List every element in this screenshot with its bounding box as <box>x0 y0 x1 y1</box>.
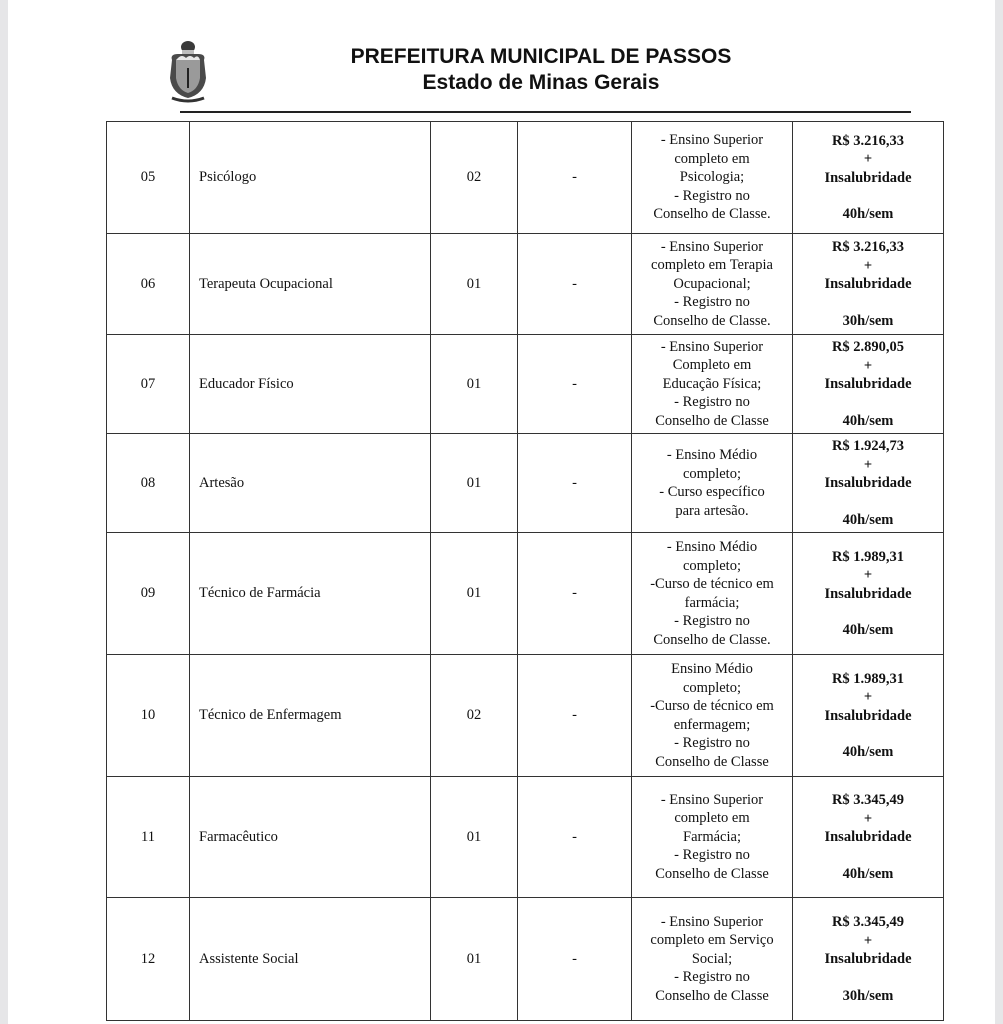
requirement-line: Conselho de Classe <box>655 865 769 882</box>
reserve-value: - <box>518 533 632 655</box>
bonus-label: Insalubridade <box>824 829 912 845</box>
position-name: Técnico de Farmácia <box>190 533 431 655</box>
requirements-cell <box>632 434 793 533</box>
plus-sign: + <box>863 689 873 705</box>
salary-amount: R$ 3.345,49 <box>831 792 905 808</box>
bonus-label: Insalubridade <box>824 276 912 292</box>
requirement-line: - Registro no <box>674 969 750 986</box>
position-name: Assistente Social <box>190 898 431 1021</box>
reserve-value: - <box>518 234 632 335</box>
table-row <box>107 434 944 533</box>
position-name: Farmacêutico <box>190 777 431 898</box>
plus-sign: + <box>863 257 873 274</box>
header-divider <box>180 111 911 113</box>
bonus-label: Insalubridade <box>824 169 912 186</box>
salary-cell <box>793 234 944 335</box>
requirement-line: Social; <box>691 950 733 967</box>
table-row <box>107 777 944 898</box>
requirement-line: - Registro no <box>674 847 750 864</box>
requirement-line: Farmácia; <box>683 828 741 845</box>
vacancies-count: 02 <box>431 122 518 234</box>
weekly-hours: 40h/sem <box>842 206 894 222</box>
requirement-line: Conselho de Classe. <box>653 631 771 648</box>
plus-sign: + <box>863 567 873 583</box>
requirement-line: - Ensino Médio <box>666 447 758 463</box>
requirement-line: - Ensino Superior <box>660 132 764 149</box>
table-row <box>107 898 944 1021</box>
vacancies-count: 01 <box>431 898 518 1021</box>
requirements-cell <box>632 777 793 898</box>
reserve-value: - <box>518 898 632 1021</box>
salary-cell <box>793 533 944 655</box>
document-header <box>208 44 874 96</box>
position-name: Terapeuta Ocupacional <box>190 234 431 335</box>
reserve-value: - <box>518 434 632 533</box>
requirement-line: - Ensino Superior <box>660 338 764 355</box>
row-number: 11 <box>107 777 190 898</box>
bonus-label: Insalubridade <box>824 475 912 491</box>
requirement-line: enfermagem; <box>673 716 751 733</box>
requirement-line: completo; <box>683 557 741 574</box>
page-subtitle: Estado de Minas Gerais <box>422 71 660 94</box>
requirement-line: - Ensino Médio <box>666 539 758 555</box>
requirement-line: - Curso específico <box>659 484 765 500</box>
salary-amount: R$ 3.216,33 <box>831 239 905 255</box>
reserve-value: - <box>518 777 632 898</box>
reserve-value: - <box>518 655 632 777</box>
weekly-hours: 40h/sem <box>842 744 894 760</box>
requirements-cell <box>632 234 793 335</box>
requirement-line: - Ensino Superior <box>660 238 764 255</box>
plus-sign: + <box>863 357 873 374</box>
row-number: 06 <box>107 234 190 335</box>
requirement-line: Educação Física; <box>662 375 762 392</box>
plus-sign: + <box>863 932 873 949</box>
table-row <box>107 122 944 234</box>
weekly-hours: 30h/sem <box>842 987 894 1004</box>
page-title: PREFEITURA MUNICIPAL DE PASSOS <box>350 45 732 68</box>
requirement-line: farmácia; <box>684 594 740 611</box>
salary-amount: R$ 3.216,33 <box>831 132 905 149</box>
row-number: 05 <box>107 122 190 234</box>
requirements-cell <box>632 122 793 234</box>
row-number: 12 <box>107 898 190 1021</box>
salary-amount: R$ 3.345,49 <box>831 914 905 930</box>
salary-cell <box>793 898 944 1021</box>
vacancies-count: 01 <box>431 434 518 533</box>
bonus-label: Insalubridade <box>824 707 912 724</box>
requirements-cell <box>632 335 793 434</box>
table-row <box>107 533 944 655</box>
requirement-line: Conselho de Classe. <box>653 312 771 329</box>
requirement-line: completo em <box>674 810 750 827</box>
requirement-line: -Curso de técnico em <box>650 698 774 714</box>
requirement-line: - Registro no <box>674 735 750 751</box>
row-number: 07 <box>107 335 190 434</box>
salary-amount: R$ 1.989,31 <box>831 548 905 565</box>
bonus-label: Insalubridade <box>824 376 912 392</box>
requirement-line: - Registro no <box>674 613 750 629</box>
table-row <box>107 655 944 777</box>
salary-cell <box>793 655 944 777</box>
requirement-line: Ensino Médio <box>671 661 753 677</box>
requirement-line: - Registro no <box>674 394 750 411</box>
weekly-hours: 30h/sem <box>842 312 894 329</box>
vacancies-count: 02 <box>431 655 518 777</box>
requirement-line: - Ensino Superior <box>660 791 764 808</box>
requirement-line: completo em Terapia <box>651 257 773 274</box>
row-number: 08 <box>107 434 190 533</box>
requirement-line: -Curso de técnico em <box>650 576 774 592</box>
requirement-line: Ocupacional; <box>673 275 751 292</box>
requirement-line: Conselho de Classe. <box>653 206 771 223</box>
requirement-line: completo; <box>683 465 741 482</box>
vacancies-count: 01 <box>431 533 518 655</box>
row-number: 10 <box>107 655 190 777</box>
requirements-cell <box>632 898 793 1021</box>
weekly-hours: 40h/sem <box>842 865 894 882</box>
bonus-label: Insalubridade <box>824 951 912 967</box>
requirement-line: completo em Serviço <box>650 932 774 949</box>
vacancies-count: 01 <box>431 234 518 335</box>
table-row <box>107 335 944 434</box>
salary-cell <box>793 777 944 898</box>
position-name: Artesão <box>190 434 431 533</box>
requirement-line: - Registro no <box>674 294 750 311</box>
requirement-line: Completo em <box>672 357 752 374</box>
requirement-line: Conselho de Classe <box>655 753 769 770</box>
salary-cell <box>793 434 944 533</box>
row-number: 09 <box>107 533 190 655</box>
position-name: Educador Físico <box>190 335 431 434</box>
salary-amount: R$ 1.989,31 <box>831 670 905 687</box>
requirement-line: completo; <box>683 679 741 696</box>
salary-amount: R$ 2.890,05 <box>831 339 905 355</box>
requirement-line: Conselho de Classe <box>655 412 769 429</box>
vacancies-count: 01 <box>431 777 518 898</box>
weekly-hours: 40h/sem <box>842 622 894 638</box>
requirements-cell <box>632 655 793 777</box>
position-name: Técnico de Enfermagem <box>190 655 431 777</box>
requirement-line: Psicologia; <box>679 169 745 186</box>
weekly-hours: 40h/sem <box>842 511 894 528</box>
salary-cell <box>793 335 944 434</box>
reserve-value: - <box>518 335 632 434</box>
requirement-line: para artesão. <box>675 502 749 519</box>
vacancies-count: 01 <box>431 335 518 434</box>
requirement-line: - Ensino Superior <box>660 913 764 930</box>
requirement-line: - Registro no <box>674 187 750 204</box>
plus-sign: + <box>863 810 873 827</box>
plus-sign: + <box>863 456 873 473</box>
weekly-hours: 40h/sem <box>842 412 894 429</box>
municipal-coat-of-arms-icon <box>166 38 210 106</box>
salary-cell <box>793 122 944 234</box>
salary-amount: R$ 1.924,73 <box>831 438 905 454</box>
table-row <box>107 234 944 335</box>
reserve-value: - <box>518 122 632 234</box>
requirement-line: Conselho de Classe <box>655 987 769 1004</box>
requirements-cell <box>632 533 793 655</box>
positions-table <box>106 121 944 1021</box>
bonus-label: Insalubridade <box>824 585 912 602</box>
requirement-line: completo em <box>674 150 750 167</box>
plus-sign: + <box>863 151 873 167</box>
position-name: Psicólogo <box>190 122 431 234</box>
